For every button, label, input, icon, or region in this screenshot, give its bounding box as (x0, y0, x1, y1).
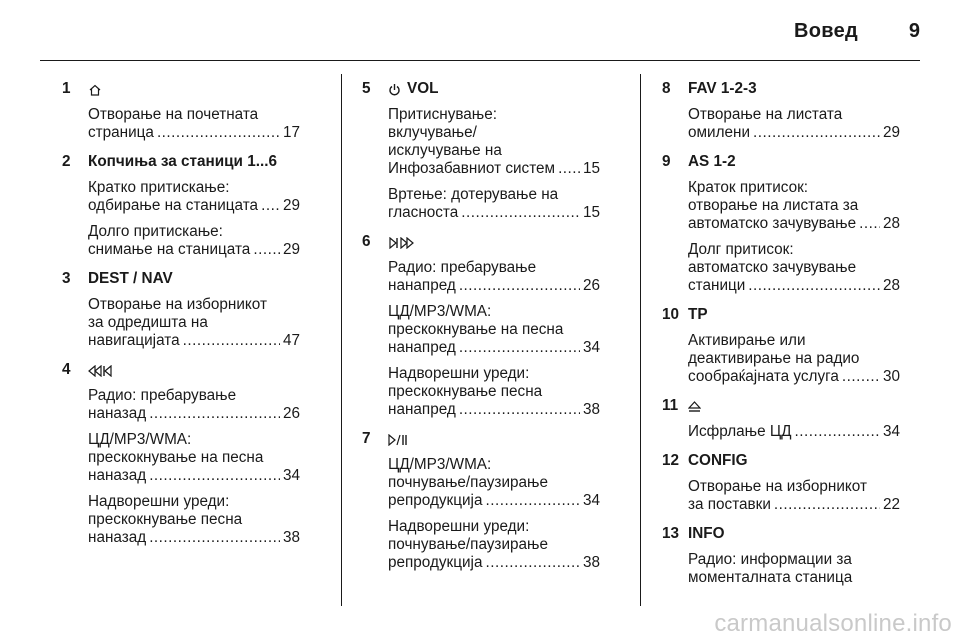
description-line: Долго притискање: (88, 223, 223, 240)
dot-leader (485, 492, 580, 510)
description-reference-line (88, 241, 300, 259)
item-label: DEST / NAV (88, 269, 173, 287)
item-description (362, 365, 600, 419)
description-line: страница (88, 124, 154, 141)
legend-item-heading (662, 524, 900, 543)
description-line: прескокнување песна (88, 511, 243, 528)
description-line: почнување/паузирање (388, 536, 548, 553)
column-2 (362, 79, 600, 582)
item-number: 4 (62, 360, 71, 378)
description-reference-line (688, 215, 900, 233)
description-line: одбирање на станицата (88, 197, 259, 214)
description-line: нанапред (388, 401, 456, 418)
page-reference[interactable]: 22 (882, 496, 900, 513)
item-number: 11 (662, 396, 679, 414)
description-line: исклучување на (388, 142, 502, 159)
description-reference-line (688, 124, 900, 142)
description-reference-line (388, 160, 600, 178)
page-reference[interactable]: 29 (282, 197, 300, 214)
page-header-title: Вовед (793, 20, 858, 42)
item-description (662, 241, 900, 295)
page-reference[interactable]: 34 (282, 467, 300, 484)
description-reference-line (88, 405, 300, 423)
item-number: 9 (662, 152, 671, 170)
description-reference-line (688, 496, 900, 514)
page-reference[interactable]: 38 (582, 401, 600, 418)
description-line: Радио: пребарување (88, 387, 237, 404)
description-reference-line (688, 423, 900, 441)
description-line: репродукција (388, 554, 483, 571)
description-line: омилени (688, 124, 750, 141)
item-description (662, 179, 900, 233)
item-description (662, 478, 900, 514)
description-line: Надворешни уреди: (88, 493, 230, 510)
page-reference[interactable]: 26 (282, 405, 300, 422)
power-icon (388, 80, 401, 98)
description-line: автоматско зачувување (688, 215, 857, 232)
item-number: 7 (362, 429, 371, 447)
description-line: Притиснување: (388, 106, 497, 123)
legend-item (362, 232, 600, 419)
page-reference[interactable]: 34 (582, 492, 600, 509)
item-description (62, 296, 300, 350)
column-3 (662, 79, 900, 597)
description-reference-line (688, 277, 900, 295)
item-description (62, 493, 300, 547)
dot-leader (774, 496, 880, 514)
legend-item (362, 429, 600, 572)
description-line: гласноста (388, 204, 459, 221)
description-line: Радио: пребарување (388, 259, 537, 276)
description-line: Отворање на изборникот (688, 478, 867, 495)
dot-leader (795, 423, 880, 441)
description-line: ЦД/MP3/WMA: (88, 431, 192, 448)
legend-item (362, 79, 600, 222)
description-line: прескокнување песна (388, 383, 543, 400)
description-line: ЦД/MP3/WMA: (388, 456, 492, 473)
description-line: Краток притисок: (688, 179, 809, 196)
description-line: Активирање или (688, 332, 806, 349)
dot-leader (459, 339, 580, 357)
description-line: деактивирање на радио (688, 350, 860, 367)
eject-icon (688, 397, 701, 415)
column-divider (341, 74, 342, 606)
page-reference[interactable]: 15 (582, 160, 600, 177)
page-reference[interactable]: 34 (582, 339, 600, 356)
page-reference[interactable]: 30 (882, 368, 900, 385)
item-description (662, 106, 900, 142)
page-reference[interactable]: 47 (282, 332, 300, 349)
item-description (62, 106, 300, 142)
legend-item-heading (62, 79, 300, 98)
item-number: 2 (62, 152, 71, 170)
legend-item (62, 152, 300, 259)
description-line: снимање на станицата (88, 241, 251, 258)
dot-leader (261, 197, 280, 215)
description-line: почнување/паузирање (388, 474, 548, 491)
legend-item (662, 396, 900, 441)
legend-item-heading (62, 152, 300, 171)
legend-item-heading (662, 396, 900, 415)
item-number: 5 (362, 79, 371, 97)
description-line: Отворање на изборникот (88, 296, 267, 313)
description-reference-line (88, 529, 300, 547)
legend-item-heading (362, 232, 600, 251)
item-number: 8 (662, 79, 671, 97)
legend-item (662, 79, 900, 142)
page-reference[interactable]: 29 (882, 124, 900, 141)
description-line: Исфрлање ЦД (688, 423, 792, 440)
description-reference-line (88, 197, 300, 215)
item-description (362, 303, 600, 357)
description-line: автоматско зачувување (688, 259, 857, 276)
description-reference-line (388, 401, 600, 419)
description-line: за одредишта на (88, 314, 208, 331)
description-line: наназад (88, 529, 147, 546)
description-line: за поставки (688, 496, 771, 513)
description-reference-line (88, 467, 300, 485)
description-line: Вртење: дотерување на (388, 186, 559, 203)
watermark: carmanualsonline.info (714, 610, 952, 637)
description-line: Долг притисок: (688, 241, 794, 258)
dot-leader (157, 124, 280, 142)
item-description (62, 431, 300, 485)
description-line: сообраќајната услуга (688, 368, 839, 385)
legend-item (62, 360, 300, 547)
legend-item-heading (662, 305, 900, 324)
item-number: 13 (662, 524, 680, 542)
item-description (662, 423, 900, 441)
dot-leader (753, 124, 880, 142)
page-reference[interactable]: 15 (582, 204, 600, 221)
play-pause-icon (388, 430, 408, 448)
legend-item-heading (62, 360, 300, 379)
item-description (62, 179, 300, 215)
item-description (362, 259, 600, 295)
page-reference[interactable]: 38 (582, 554, 600, 571)
dot-leader (253, 241, 280, 259)
description-line: Отворање на почетната (88, 106, 259, 123)
description-reference-line (388, 204, 600, 222)
legend-item (662, 524, 900, 587)
legend-item-heading (662, 79, 900, 98)
dot-leader (859, 215, 880, 233)
item-number: 10 (662, 305, 680, 323)
legend-item-heading (62, 269, 300, 288)
dot-leader (149, 405, 280, 423)
page-number: 9 (908, 20, 920, 42)
dot-leader (149, 529, 280, 547)
column-1 (62, 79, 300, 557)
item-description (62, 387, 300, 423)
item-label: FAV 1-2-3 (688, 79, 757, 97)
page-reference[interactable]: 28 (882, 277, 900, 294)
page-reference[interactable]: 34 (882, 423, 900, 440)
item-number: 6 (362, 232, 371, 250)
dot-leader (748, 277, 880, 295)
item-label: VOL (407, 79, 439, 97)
description-line: навигацијата (88, 332, 180, 349)
item-number: 12 (662, 451, 680, 469)
legend-item (62, 79, 300, 142)
item-description (362, 186, 600, 222)
home-icon (88, 80, 102, 98)
description-line: отворање на листата за (688, 197, 859, 214)
item-description (62, 223, 300, 259)
legend-item-heading (662, 451, 900, 470)
description-line: ЦД/MP3/WMA: (388, 303, 492, 320)
description-line: Кратко притискање: (88, 179, 230, 196)
legend-item-heading (362, 79, 600, 98)
description-line: наназад (88, 467, 147, 484)
description-line: прескокнување на песна (388, 321, 564, 338)
description-reference-line (388, 492, 600, 510)
dot-leader (459, 401, 580, 419)
item-description (362, 106, 600, 178)
dot-leader (183, 332, 280, 350)
description-reference-line (388, 339, 600, 357)
description-reference-line (388, 277, 600, 295)
item-description (662, 551, 900, 587)
item-description (362, 456, 600, 510)
dot-leader (485, 554, 580, 572)
description-line: Отворање на листата (688, 106, 843, 123)
description-line: репродукција (388, 492, 483, 509)
item-label: TP (688, 305, 708, 323)
page-reference[interactable]: 26 (582, 277, 600, 294)
description-reference-line (688, 368, 900, 386)
description-line: прескокнување на песна (88, 449, 264, 466)
description-line: нанапред (388, 277, 456, 294)
page-reference[interactable]: 29 (282, 241, 300, 258)
dot-leader (459, 277, 580, 295)
description-line: Надворешни уреди: (388, 518, 530, 535)
description-line: вклучување/ (388, 124, 477, 141)
legend-item-heading (662, 152, 900, 171)
page-reference[interactable]: 28 (882, 215, 900, 232)
rewind-prev-icon (88, 361, 114, 379)
legend-item (662, 152, 900, 295)
dot-leader (461, 204, 580, 222)
description-line: нанапред (388, 339, 456, 356)
description-line: Инфозабавниот систем (388, 160, 556, 177)
item-label: Копчиња за станици 1...6 (88, 152, 277, 170)
item-label: AS 1-2 (688, 152, 736, 170)
description-line: Надворешни уреди: (388, 365, 530, 382)
description-reference-line (388, 554, 600, 572)
legend-item (662, 451, 900, 514)
legend-item (62, 269, 300, 350)
description-line: моменталната станица (688, 569, 853, 586)
item-description (362, 518, 600, 572)
description-line: наназад (88, 405, 147, 422)
legend-item (662, 305, 900, 386)
dot-leader (558, 160, 580, 178)
description-line: станици (688, 277, 746, 294)
item-number: 3 (62, 269, 71, 287)
page-reference[interactable]: 17 (282, 124, 300, 141)
item-label: CONFIG (688, 451, 748, 469)
item-number: 1 (62, 79, 71, 97)
page-reference[interactable]: 38 (282, 529, 300, 546)
column-divider (640, 74, 641, 606)
item-label: INFO (688, 524, 725, 542)
legend-item-heading (362, 429, 600, 448)
next-forward-icon (388, 233, 414, 251)
item-description (662, 332, 900, 386)
dot-leader (842, 368, 880, 386)
description-reference-line (88, 124, 300, 142)
dot-leader (149, 467, 280, 485)
description-reference-line (88, 332, 300, 350)
description-line: Радио: информации за (688, 551, 852, 568)
header-divider (40, 60, 920, 61)
